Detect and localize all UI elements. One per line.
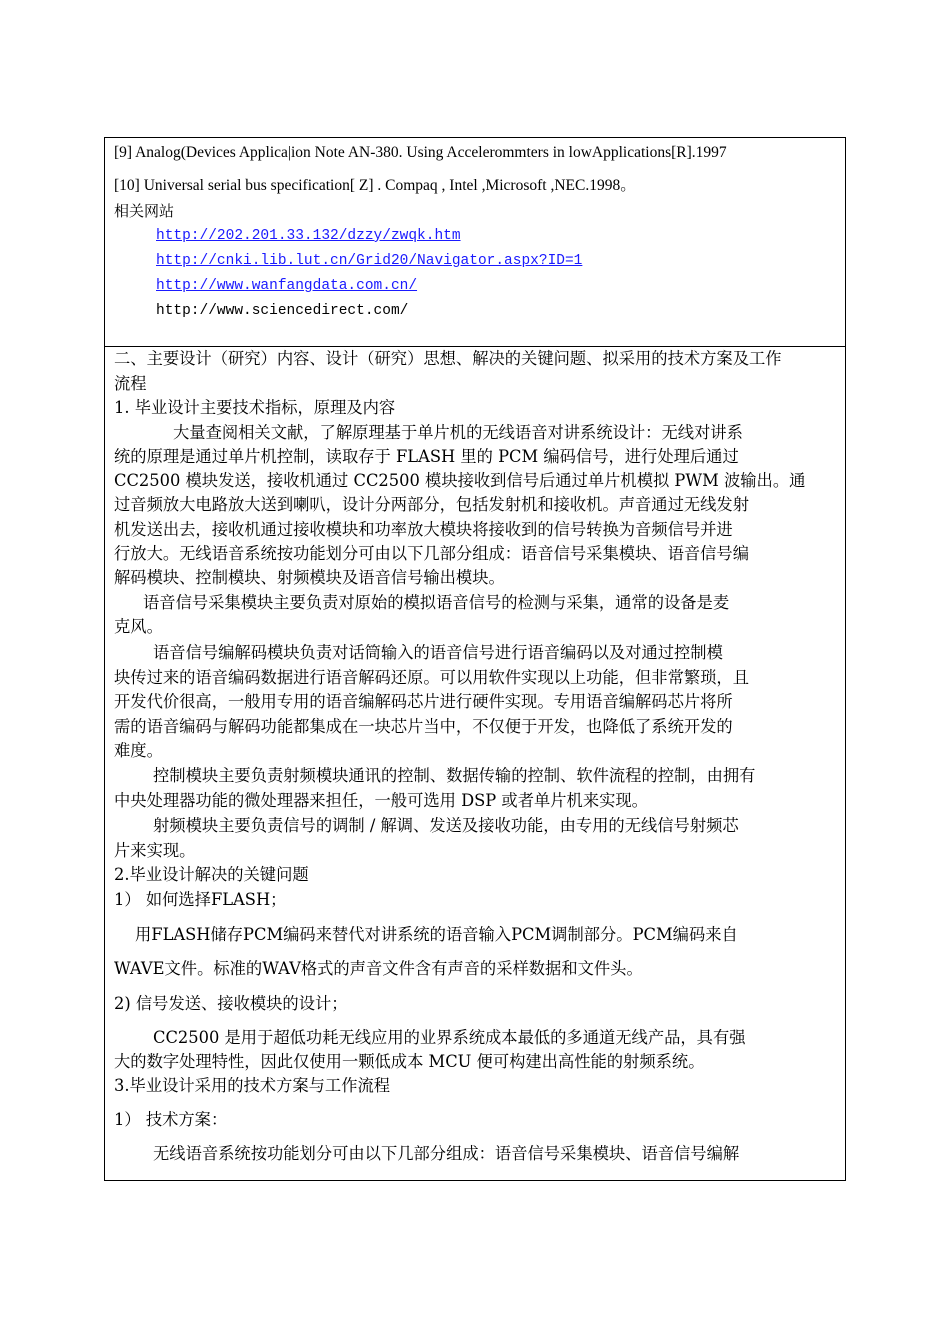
paragraph-line: 机发送出去，接收机通过接收模块和功率放大模块将接收到的信号转换为音频信号并进 xyxy=(114,520,733,539)
subheading-3: 3.毕业设计采用的技术方案与工作流程 xyxy=(114,1076,391,1095)
section-heading-cont: 流程 xyxy=(114,374,147,393)
paragraph-line: 需的语音编码与解码功能都集成在一块芯片当中，不仅便于开发，也降低了系统开发的 xyxy=(114,717,733,736)
paragraph-line: 大量查阅相关文献，了解原理基于单片机的无线语音对讲系统设计：无线对讲系 xyxy=(173,423,743,442)
key-question-1: 1） 如何选择FLASH； xyxy=(114,890,287,909)
paragraph-line: 语音信号编解码模块负责对话筒输入的语音信号进行语音编码以及对通过控制模 xyxy=(153,643,723,662)
paragraph-line: CC2500 模块发送，接收机通过 CC2500 模块接收到信号后通过单片机模拟 PWM 波输出。通 xyxy=(114,471,806,490)
website-link[interactable]: http://202.201.33.132/dzzy/zwqk.htm xyxy=(156,228,461,244)
paragraph-line: 统的原理是通过单片机控制，读取存于 FLASH 里的 PCM 编码信号，进行处理后通过 xyxy=(114,447,739,466)
website-link[interactable]: http://www.wanfangdata.com.cn/ xyxy=(156,278,418,294)
paragraph-line: 无线语音系统按功能划分可由以下几部分组成：语音信号采集模块、语音信号编解 xyxy=(153,1144,740,1163)
paragraph-line: 块传过来的语音编码数据进行语音解码还原。可以用软件实现以上功能，但非常繁琐，且 xyxy=(114,668,749,687)
paragraph-line: 中央处理器功能的微处理器来担任，一般可选用 DSP 或者单片机来实现。 xyxy=(114,791,648,810)
paragraph-line: 控制模块主要负责射频模块通讯的控制、数据传输的控制、软件流程的控制，由拥有 xyxy=(153,766,756,785)
paragraph-line: 解码模块、控制模块、射频模块及语音信号输出模块。 xyxy=(114,568,505,587)
paragraph-line: 大的数字处理特性，因此仅使用一颗低成本 MCU 便可构建出高性能的射频系统。 xyxy=(114,1052,705,1071)
paragraph-line: 片来实现。 xyxy=(114,841,196,860)
website-text: http://www.sciencedirect.com/ xyxy=(156,303,409,319)
content-table xyxy=(104,137,846,1181)
paragraph-line: 克风。 xyxy=(114,617,163,636)
tech-plan-label: 1） 技术方案： xyxy=(114,1110,228,1129)
paragraph-line: 过音频放大电路放大送到喇叭，设计分两部分，包括发射机和接收机。声音通过无线发射 xyxy=(114,495,749,514)
paragraph-line: 用FLASH储存PCM编码来替代对讲系统的语音输入PCM调制部分。PCM编码来自 xyxy=(135,925,738,944)
subheading-2: 2.毕业设计解决的关键问题 xyxy=(114,865,309,884)
paragraph-line: 开发代价很高，一般用专用的语音编解码芯片进行硬件实现。专用语音编解码芯片将所 xyxy=(114,692,733,711)
paragraph-line: 难度。 xyxy=(114,741,163,760)
paragraph-line: 语音信号采集模块主要负责对原始的模拟语音信号的检测与采集，通常的设备是麦 xyxy=(143,593,730,612)
paragraph-line: 射频模块主要负责信号的调制 / 解调、发送及接收功能，由专用的无线信号射频芯 xyxy=(153,816,739,835)
paragraph-line: 行放大。无线语音系统按功能划分可由以下几部分组成：语音信号采集模块、语音信号编 xyxy=(114,544,749,563)
key-question-2: 2) 信号发送、接收模块的设计； xyxy=(114,994,348,1013)
paragraph-line: WAVE文件。标准的WAV格式的声音文件含有声音的采样数据和文件头。 xyxy=(114,959,643,978)
section-heading: 二、主要设计（研究）内容、设计（研究）思想、解决的关键问题、拟采用的技术方案及工作 xyxy=(114,349,782,368)
websites-label: 相关网站 xyxy=(114,202,175,220)
reference-item: [9] Analog(Devices Applica|ion Note AN-380. Using Accelerommters in lowApplications[R].1997 xyxy=(114,144,727,161)
website-link[interactable]: http://cnki.lib.lut.cn/Grid20/Navigator.aspx?ID=1 xyxy=(156,253,583,269)
subheading-1: 1. 毕业设计主要技术指标，原理及内容 xyxy=(114,398,396,417)
reference-item: [10] Universal serial bus specification[ Z] . Compaq , Intel ,Microsoft ,NEC.1998。 xyxy=(114,177,636,194)
references-cell xyxy=(105,138,845,347)
paragraph-line: CC2500 是用于超低功耗无线应用的业界系统成本最低的多通道无线产品，具有强 xyxy=(153,1028,746,1047)
